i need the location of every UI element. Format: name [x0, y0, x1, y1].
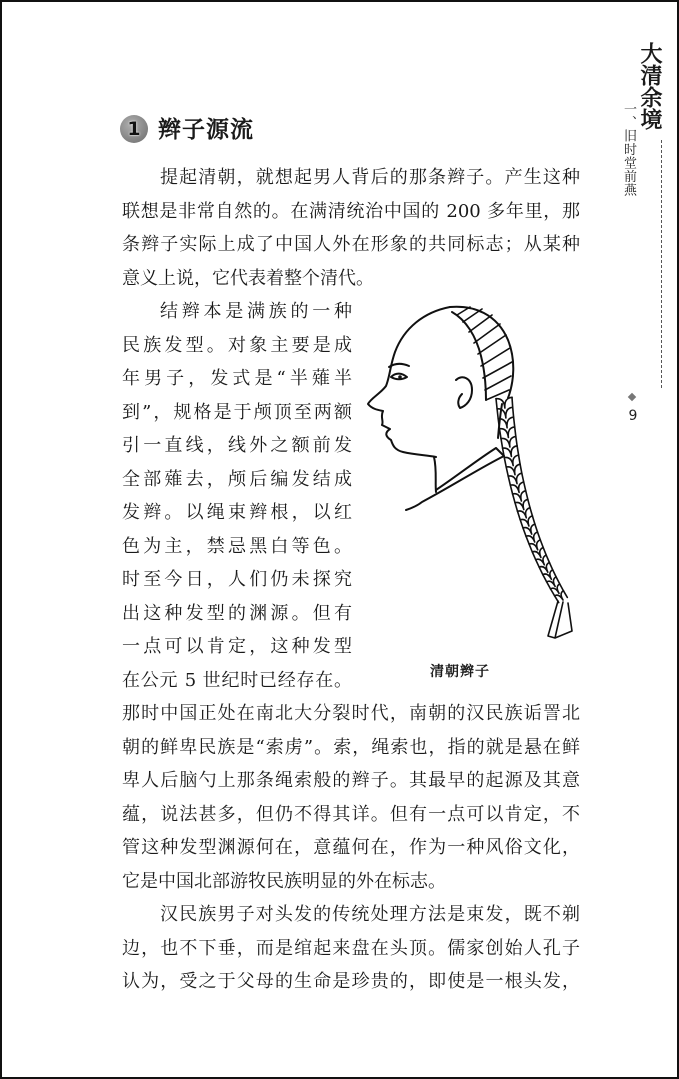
- text-line: 联想是非常自然的。在满清统治中国的 200 多年里，那: [122, 200, 580, 222]
- text-line: 时至今日，人们仍未探究: [122, 569, 352, 590]
- book-title: 大清余境: [637, 42, 663, 130]
- text-line: 汉民族男子对头发的传统处理方法是束发，既不剃: [160, 904, 580, 925]
- text-line: 全部薙去，颅后编发结成: [122, 468, 352, 490]
- braid: [496, 397, 567, 602]
- section-number-badge: 1: [120, 115, 148, 143]
- text-line: 色为主，禁忌黑白等色。: [122, 535, 352, 557]
- text-line: 引一直线，线外之额前发: [122, 435, 352, 456]
- text-line: 一点可以肯定，这种发型: [122, 636, 352, 657]
- text-line: 民族发型。对象主要是成: [122, 334, 352, 356]
- chapter-title: 一、旧时堂前燕: [621, 102, 636, 197]
- queue-illustration: [362, 300, 582, 645]
- hair-cap-inner: [452, 312, 486, 400]
- text-line: 意义上说，它代表着整个清代。: [122, 267, 374, 289]
- text-line: 在公元 5 世纪时已经存在。: [122, 669, 352, 691]
- text-line: 认为，受之于父母的生命是珍贵的，即使是一根头发，: [122, 971, 580, 992]
- text-line: 边，也不下垂，而是绾起来盘在头顶。儒家创始人孔子: [122, 937, 580, 959]
- margin-dashed-rule: [661, 140, 662, 388]
- section-title: 辫子源流: [158, 116, 254, 143]
- paragraph-2-wrapped-column: [122, 295, 352, 697]
- text-line: 管这种发型渊源何在，意蕴何在，作为一种风俗文化，: [122, 837, 580, 858]
- ear: [456, 377, 472, 408]
- text-line: 朝的鲜卑民族是“索虏”。索，绳索也，指的就是悬在鲜: [122, 736, 580, 758]
- neck-front: [434, 457, 436, 492]
- face-profile: [368, 307, 450, 457]
- braid-tassel: [548, 601, 572, 638]
- text-line: 那时中国正处在南北大分裂时代，南朝的汉民族诟詈北: [122, 703, 580, 724]
- text-line: 结辫本是满族的一种: [160, 301, 352, 322]
- hair-strands: [457, 307, 512, 400]
- page-number: 9: [628, 408, 638, 424]
- collar: [406, 448, 504, 510]
- text-line: 发辫。以绳束辫根，以红: [122, 502, 352, 523]
- text-line: 提起清朝，就想起男人背后的那条辫子。产生这种: [160, 167, 580, 188]
- text-line: 年男子，发式是“半薙半: [122, 368, 352, 389]
- text-line: 到”，规格是于颅顶至两额: [122, 401, 352, 423]
- pupil: [398, 375, 402, 379]
- text-line: 它是中国北部游牧民族明显的外在标志。: [122, 870, 446, 892]
- text-line: 出这种发型的渊源。但有: [122, 602, 352, 624]
- text-line: 卑人后脑勺上那条绳索般的辫子。其最早的起源及其意: [122, 770, 580, 791]
- paragraph-3: [122, 898, 580, 999]
- figure-caption: 清朝辫子: [430, 663, 490, 679]
- text-line: 条辫子实际上成了中国人外在形象的共同标志；从某种: [122, 234, 580, 255]
- text-line: 蕴，说法甚多，但仍不得其详。但有一点可以肯定，不: [122, 803, 580, 825]
- diamond-icon: [628, 393, 636, 401]
- paragraph-1: [122, 161, 580, 295]
